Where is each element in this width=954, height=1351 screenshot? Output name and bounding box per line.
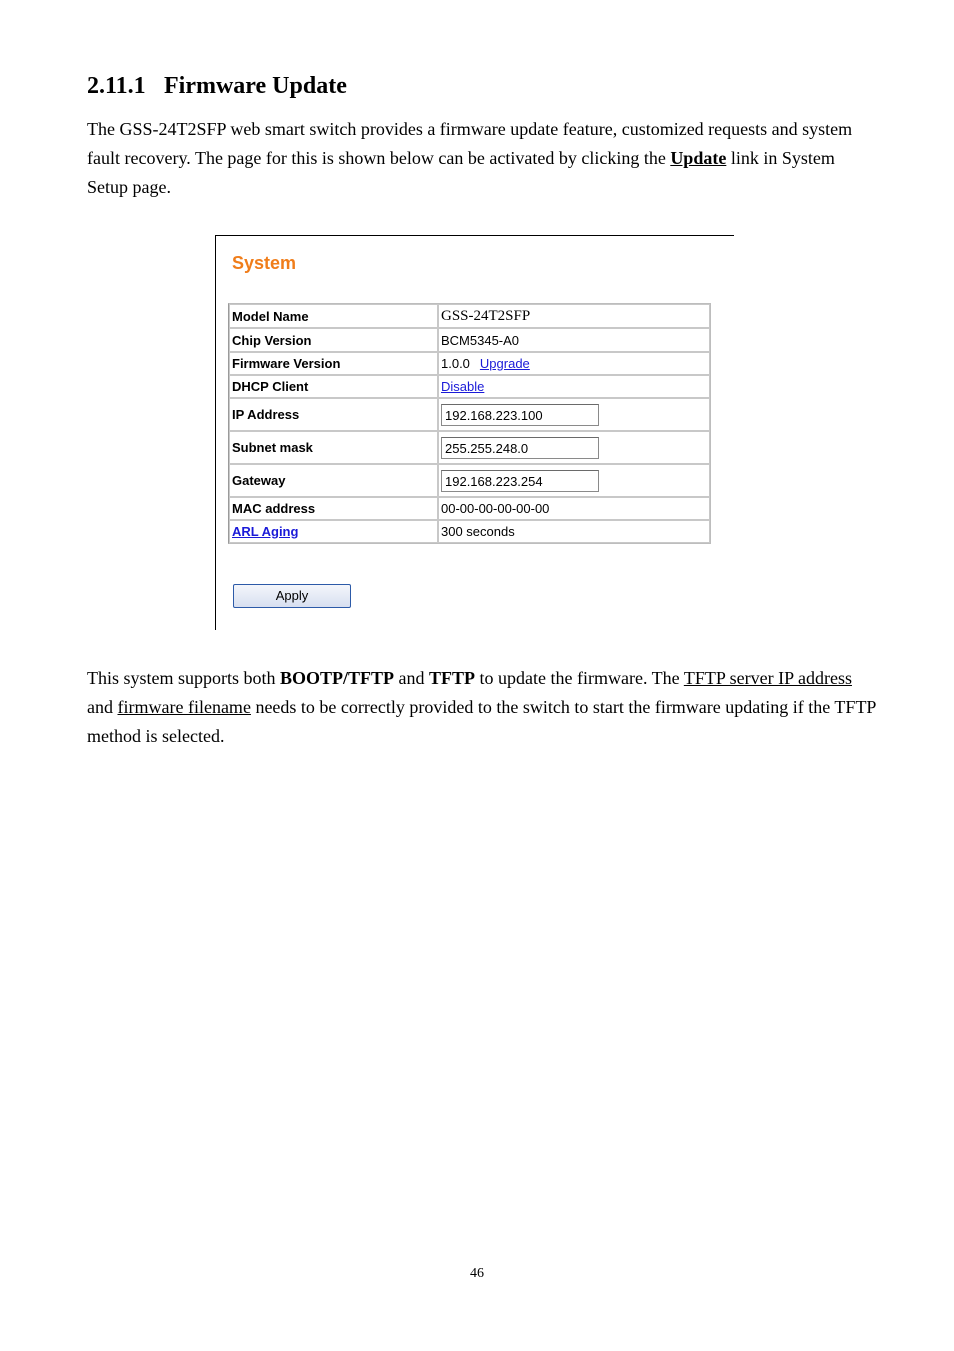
chip-version-value: BCM5345-A0 [438,328,710,352]
body-paragraph: This system supports both BOOTP/TFTP and TFTP to update the firmware. The TFTP server IP address and firmware filename needs to be correctly provided to the switch to start the firmware updating if the TFTP method is selected. [87,668,876,746]
tftp-text: TFTP [429,668,476,688]
system-title: System [232,253,297,273]
subnet-mask-cell [438,431,710,464]
apply-button[interactable]: Apply [233,584,351,608]
model-name-value: GSS-24T2SFP [438,304,710,328]
arl-aging-cell [229,520,438,543]
table-row [229,375,710,398]
chip-version-label: Chip Version [229,328,438,352]
dhcp-client-label: DHCP Client [229,375,438,398]
table-row [229,497,710,520]
section-title: Firmware Update [164,73,347,99]
intro-paragraph: The GSS-24T2SFP web smart switch provides a firmware update feature, customized requests and system fault recovery. The page for this is shown below can be activated by clicking the Update link in System Setup page. [87,119,853,197]
firmware-version-value: 1.0.0 [441,356,470,371]
mac-address-value: 00-00-00-00-00-00 [438,497,710,520]
system-info-table [228,303,711,544]
section-number: 2.11.1 [87,73,146,99]
table-row [229,520,710,543]
tftp-server-ip-text: TFTP server IP address [683,668,852,688]
bootp-tftp-text: BOOTP/TFTP [280,668,395,688]
ip-address-cell [438,398,710,431]
firmware-version-label: Firmware Version [229,352,438,375]
subnet-mask-input[interactable]: 255.255.248.0 [441,437,599,459]
gateway-cell [438,464,710,497]
model-name-label: Model Name [229,304,438,328]
table-row [229,398,710,431]
update-link-text: Update [670,148,727,168]
table-row [229,431,710,464]
gateway-input[interactable]: 192.168.223.254 [441,470,599,492]
dhcp-disable-link[interactable]: Disable [441,379,485,394]
mac-address-label: MAC address [229,497,438,520]
table-row [229,352,710,375]
section-heading [87,70,347,102]
dhcp-client-cell [438,375,710,398]
gateway-label: Gateway [229,464,438,497]
firmware-version-cell [438,352,710,375]
ip-address-label: IP Address [229,398,438,431]
page-number: 46 [470,1266,484,1281]
arl-aging-value: 300 seconds [438,520,710,543]
arl-aging-link[interactable]: ARL Aging [232,524,299,539]
subnet-mask-label: Subnet mask [229,431,438,464]
table-row [229,328,710,352]
ip-address-input[interactable]: 192.168.223.100 [441,404,599,426]
upgrade-link[interactable]: Upgrade [479,356,530,371]
table-row [229,304,710,328]
firmware-filename-text: firmware filename [117,697,251,717]
system-screenshot [215,235,734,630]
table-row [229,464,710,497]
